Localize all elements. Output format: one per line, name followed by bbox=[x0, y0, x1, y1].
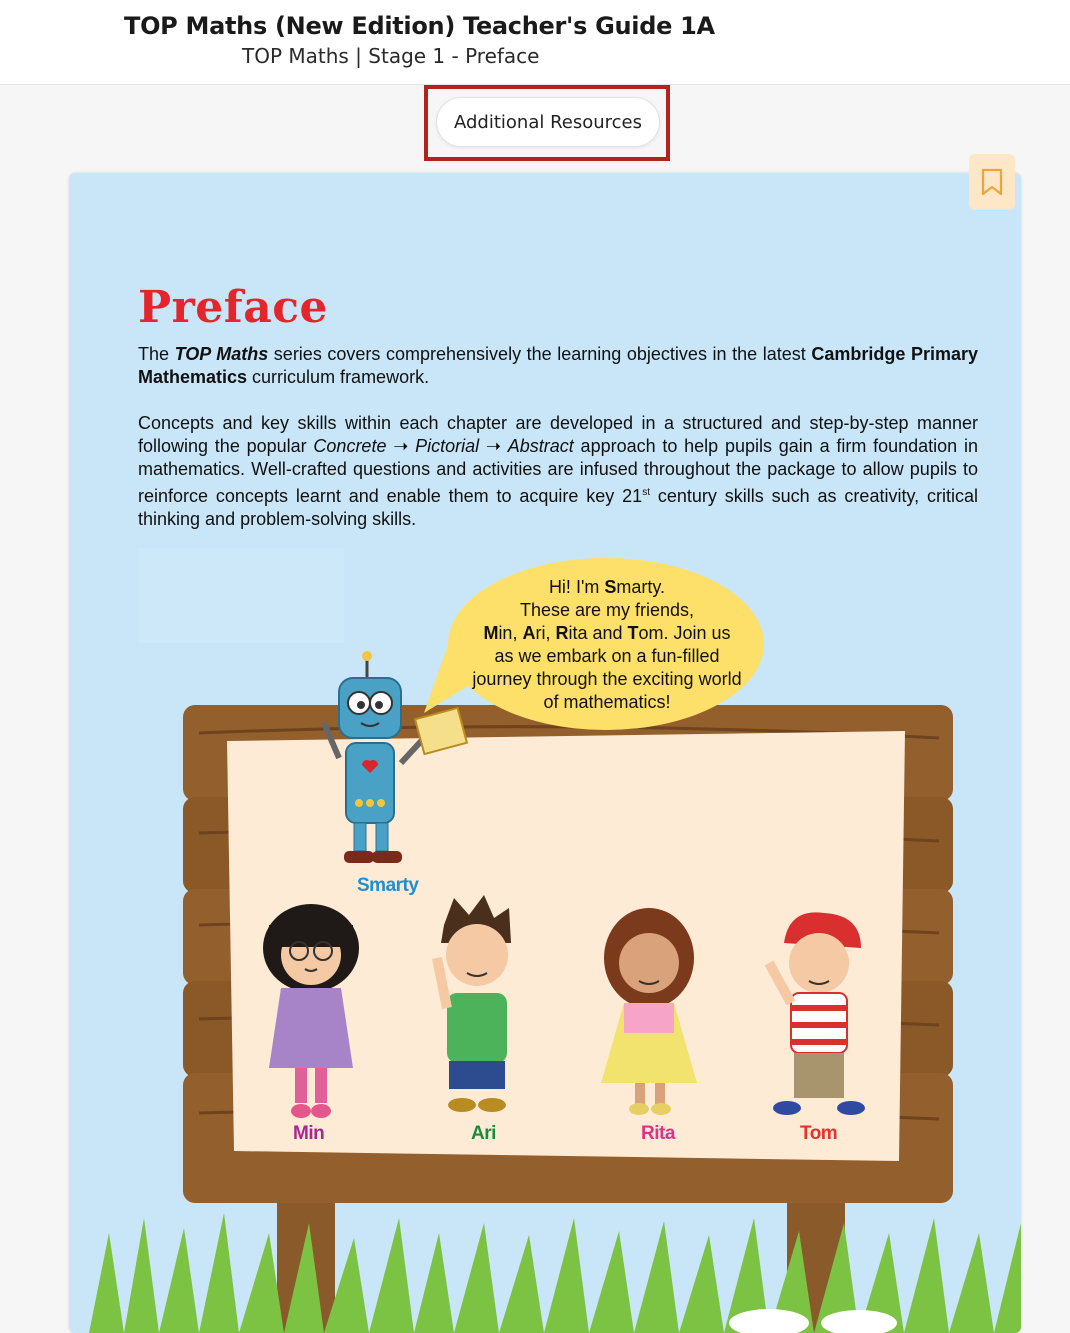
name-ari: Ari bbox=[471, 1123, 496, 1144]
book-title: TOP Maths (New Edition) Teacher's Guide 1A bbox=[124, 12, 715, 40]
bg-panel bbox=[139, 548, 344, 643]
speech-bubble-text: Hi! I'm Smarty. These are my friends, Min, Ari, Rita and Tom. Join us as we embark on a fun-filled journey through the exciting world of mathematics! bbox=[472, 577, 742, 712]
bookmark-icon bbox=[981, 168, 1003, 196]
breadcrumb: TOP Maths | Stage 1 - Preface bbox=[242, 44, 540, 68]
paragraph-1: The TOP Maths series covers comprehensively the learning objectives in the latest Cambridge Primary Mathematics curriculum framework. bbox=[138, 344, 978, 387]
header-bar bbox=[0, 0, 1070, 85]
preface-heading: Preface bbox=[138, 282, 328, 333]
name-tom: Tom bbox=[800, 1123, 838, 1144]
name-min: Min bbox=[293, 1123, 325, 1144]
paragraph-2: Concepts and key skills within each chapter are developed in a structured and step-by-step manner following the popular Concrete ➝ Pictorial ➝ Abstract approach to help pupils gain a firm foundation in mathematics. Well-crafted questions and activities are infused throughout the package to allow pupils to reinforce concepts learnt and enable them to acquire key 21st century skills such as creativity, critical thinking and problem-solving skills. bbox=[138, 413, 978, 529]
additional-resources-button[interactable]: Additional Resources bbox=[436, 97, 660, 147]
name-smarty: Smarty bbox=[357, 875, 419, 896]
name-rita: Rita bbox=[641, 1123, 675, 1144]
bookmark-button[interactable] bbox=[969, 154, 1015, 210]
